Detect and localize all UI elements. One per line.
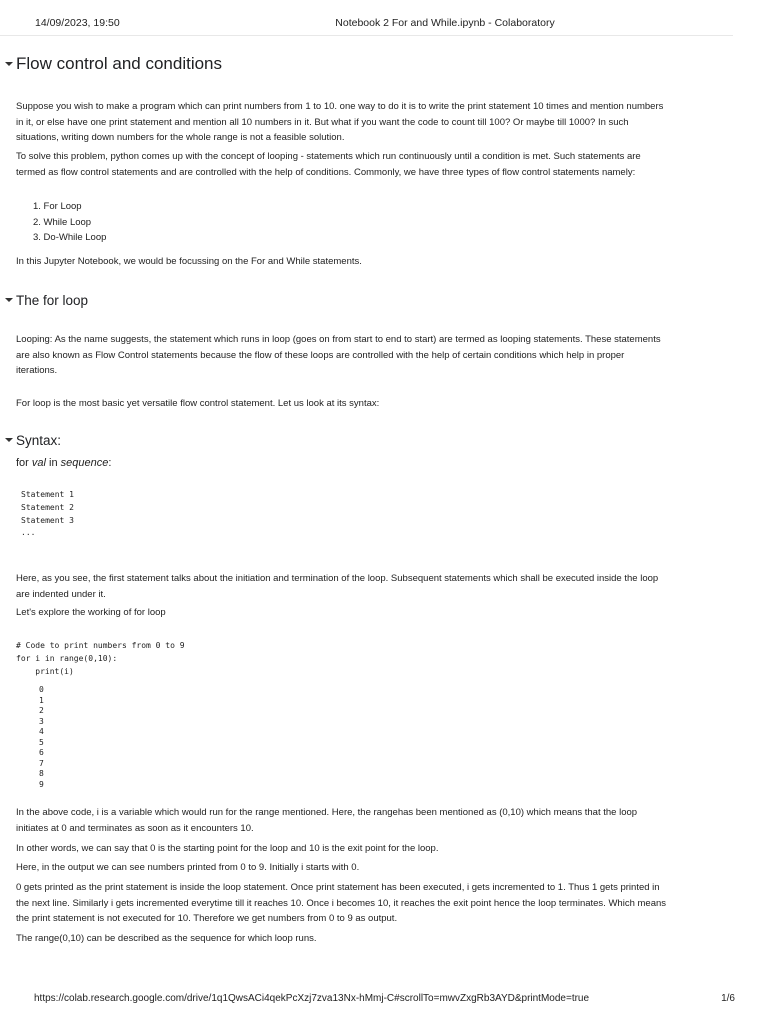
output-line: 9 — [39, 779, 44, 789]
output-line: 0 — [39, 685, 44, 694]
section-for-loop[interactable] — [0, 288, 88, 312]
loop-types-list — [33, 199, 106, 246]
code-line: for i in range(0,10): — [16, 653, 118, 663]
paragraph: Suppose you wish to make a program which can print numbers from 1 to 10. one way to do it is to write the print statement 10 times and mention numbers in it, or else have one print statement and mention all 10 numbers in it. But what if you want the code to count till 100? Or maybe till 1000? In such situations, writing down numbers for the whole range is not a feasible solution. — [16, 101, 664, 143]
paragraph: The range(0,10) can be described as the sequence for which loop runs. — [16, 933, 317, 944]
section-flow-control[interactable] — [0, 52, 222, 76]
paragraph: For loop is the most basic yet versatile flow control statement. Let us look at its syntax: — [16, 398, 380, 409]
section-heading: The for loop — [16, 292, 89, 308]
code-line: Statement 1 — [21, 490, 74, 499]
paragraph: 0 gets printed as the print statement is inside the loop statement. Once print statement has been executed, i gets incremented to 1. Thus 1 gets printed in the next line. Similarly i gets incremented everytime till it reaches 10. Once i becomes 10, it reaches the exit point hence the loop terminates. Which means the print statement is not executed for 10. Therefore we get numbers from 0 to 9 as output. — [16, 882, 667, 924]
paragraph: Looping: As the name suggests, the statement which runs in loop (goes on from start to end to start) are termed as looping statements. These statements are also known as Flow Control statements because the flow of these loops are controlled with the help of certain conditions which help in proper iterations. — [16, 334, 661, 376]
paragraph: Here, as you see, the first statement talks about the initiation and termination of the loop. Subsequent statements which shall be executed inside the loop are indented under it. — [16, 573, 659, 600]
print-footer — [0, 993, 768, 1007]
paragraph: In this Jupyter Notebook, we would be focussing on the For and While statements. — [16, 256, 362, 267]
output-line: 5 — [39, 737, 44, 747]
print-page-title: Notebook 2 For and While.ipynb - Colaboratory — [335, 17, 555, 29]
output-line: 8 — [39, 769, 44, 778]
collapse-caret-icon[interactable] — [0, 62, 16, 66]
code-line: ... — [21, 528, 36, 538]
syntax-line: for val in sequence: — [16, 457, 112, 469]
code-cell[interactable] — [16, 640, 185, 678]
list-item: 1. For Loop — [33, 201, 82, 212]
code-line: # Code to print numbers from 0 to 9 — [16, 641, 185, 650]
paragraph: In the above code, i is a variable which would run for the range mentioned. Here, the rangehas been mentioned as (0,10) which means that the loop initiates at 0 and terminates as soon as it encounters 10. — [16, 807, 638, 834]
output-line: 3 — [39, 716, 44, 726]
output-line: 4 — [39, 727, 44, 736]
list-item: 3. Do-While Loop — [33, 232, 107, 243]
paragraph: In other words, we can say that 0 is the starting point for the loop and 10 is the exit point for the loop. — [16, 843, 439, 854]
section-heading: Flow control and conditions — [16, 54, 223, 73]
section-syntax[interactable] — [0, 428, 61, 452]
syntax-code-block — [21, 489, 74, 540]
print-datetime: 14/09/2023, 19:50 — [35, 17, 120, 29]
syntax-val: val — [31, 457, 46, 469]
collapse-caret-icon[interactable] — [0, 438, 16, 442]
collapse-caret-icon[interactable] — [0, 298, 16, 302]
code-line: print(i) — [16, 666, 74, 676]
header-divider — [0, 35, 733, 36]
syntax-sequence: sequence — [60, 457, 109, 469]
code-output — [39, 685, 44, 790]
code-line: Statement 3 — [21, 515, 74, 525]
output-line: 1 — [39, 695, 44, 705]
list-item: 2. While Loop — [33, 216, 92, 228]
page-number: 1/6 — [721, 993, 735, 1004]
output-line: 7 — [39, 758, 44, 768]
paragraph: Here, in the output we can see numbers printed from 0 to 9. Initially i starts with 0. — [16, 862, 360, 873]
paragraph: To solve this problem, python comes up with the concept of looping - statements which run continuously until a condition is met. Such statements are termed as flow control statements and are controlled with the help of conditions. Commonly, we have three types of flow control statements namely: — [16, 151, 641, 178]
page-url: https://colab.research.google.com/drive/1q1QwsACi4qekPcXzj7zva13Nx-hMmj-C#scrollTo=mwvZxgRb3AYD&printMode=true — [34, 993, 590, 1004]
paragraph: Let's explore the working of for loop — [16, 607, 166, 618]
output-line: 6 — [39, 748, 44, 757]
section-heading: Syntax: — [16, 432, 62, 448]
code-line: Statement 2 — [21, 502, 74, 512]
print-header — [0, 17, 768, 31]
output-line: 2 — [39, 706, 44, 715]
